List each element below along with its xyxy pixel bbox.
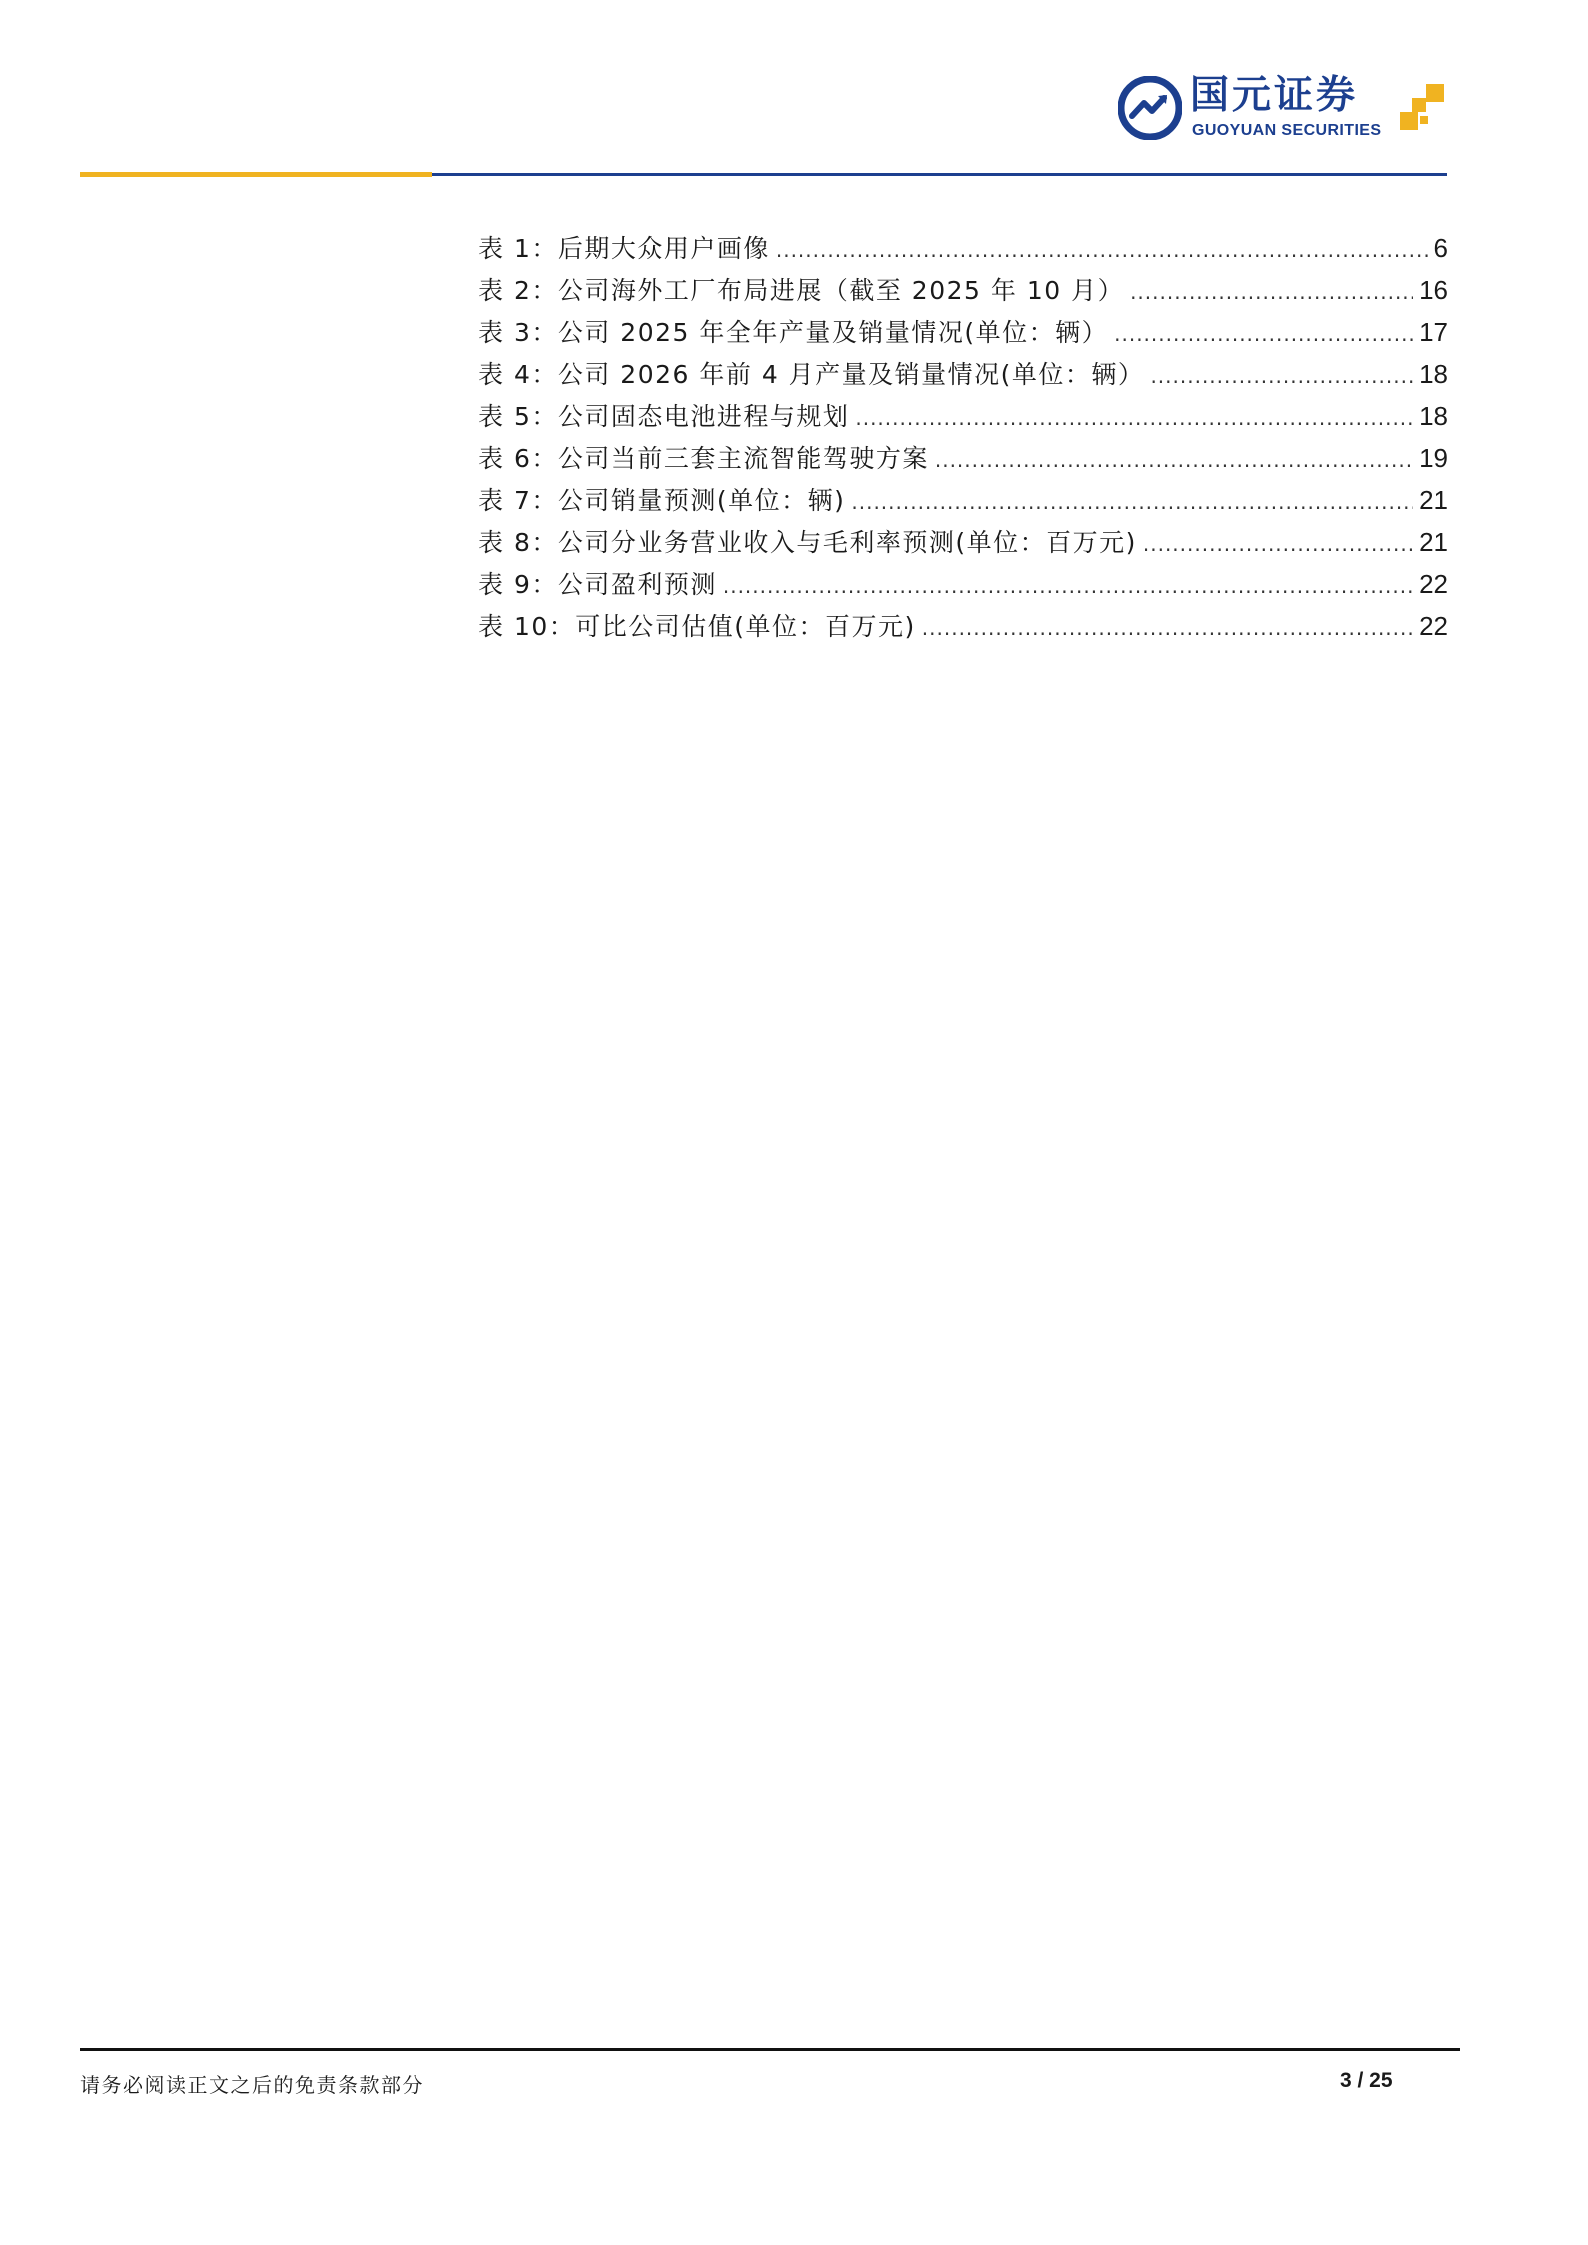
footer-disclaimer: 请务必阅读正文之后的免责条款部分 [80,2073,424,2097]
toc-dot-leader [851,490,1413,514]
toc-entry[interactable] [478,313,1448,355]
toc-entry-title: 表 8：公司分业务营业收入与毛利率预测(单位：百万元) [478,528,1137,557]
toc-entry[interactable] [478,271,1448,313]
toc-entry[interactable] [478,439,1448,481]
toc-entry-page: 6 [1433,233,1448,263]
toc-entry-title: 表 7：公司销量预测(单位：辆) [478,486,846,515]
toc-entry-page: 19 [1419,443,1448,473]
footer-rule [80,2048,1460,2051]
toc-entry-page: 16 [1419,275,1448,305]
toc-entry[interactable] [478,355,1448,397]
toc-entry-title: 表 6：公司当前三套主流智能驾驶方案 [478,444,929,473]
toc-entry-title: 表 3：公司 2025 年全年产量及销量情况(单位：辆） [478,318,1109,347]
toc-dot-leader [922,616,1413,640]
toc-entry-title: 表 9：公司盈利预测 [478,570,717,599]
toc-dot-leader [776,238,1428,262]
toc-entry-page: 21 [1419,485,1448,515]
page-number: 3 / 25 [1340,2069,1393,2092]
toc-entry-title: 表 5：公司固态电池进程与规划 [478,402,850,431]
toc-entry-page: 18 [1419,359,1448,389]
toc-entry[interactable] [478,481,1448,523]
header-rule-gold [80,172,432,177]
toc-entry-page: 17 [1419,317,1448,347]
toc-entry-page: 22 [1419,569,1448,599]
toc-dot-leader [1143,532,1413,556]
toc-entry-page: 18 [1419,401,1448,431]
toc-dot-leader [1130,280,1413,304]
toc-entry[interactable] [478,565,1448,607]
logo-english-name: GUOYUAN SECURITIES [1192,122,1382,139]
logo-chinese-name: 国元证券 [1190,73,1359,118]
toc-entry-page: 21 [1419,527,1448,557]
table-of-tables [478,229,1448,649]
toc-entry[interactable] [478,523,1448,565]
toc-dot-leader [723,574,1413,598]
toc-entry-title: 表 4：公司 2026 年前 4 月产量及销量情况(单位：辆） [478,360,1145,389]
guoyuan-logo-icon [1118,76,1182,140]
toc-entry-title: 表 10：可比公司估值(单位：百万元) [478,612,916,641]
toc-entry-title: 表 2：公司海外工厂布局进展（截至 2025 年 10 月） [478,276,1125,305]
header-rule-blue [432,173,1447,176]
toc-entry-page: 22 [1419,611,1448,641]
toc-dot-leader [1114,322,1413,346]
toc-dot-leader [1150,364,1413,388]
toc-entry[interactable] [478,229,1448,271]
toc-entry[interactable] [478,397,1448,439]
company-logo [1118,72,1448,144]
toc-dot-leader [935,448,1413,472]
toc-entry[interactable] [478,607,1448,649]
gold-squares-icon [1396,82,1448,134]
toc-entry-title: 表 1：后期大众用户画像 [478,234,770,263]
toc-dot-leader [855,406,1413,430]
